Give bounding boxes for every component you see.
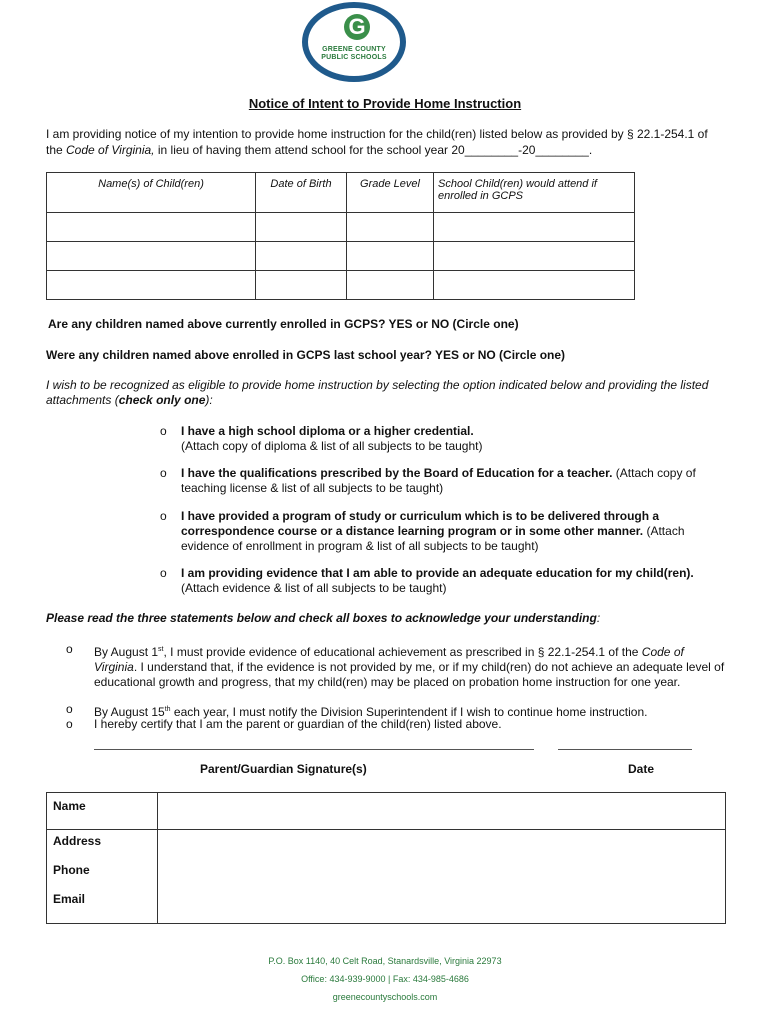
ack-3-text: I hereby certify that I am the parent or guardian of the child(ren) listed above. <box>94 717 502 731</box>
acknowledgement-heading <box>46 611 600 625</box>
email-label: Email <box>47 886 158 924</box>
phone-field[interactable] <box>158 857 726 886</box>
contact-table <box>46 792 726 924</box>
question-enrolled-last-year: Were any children named above enrolled in GCPS last school year? YES or NO (Circle one) <box>46 348 566 362</box>
phone-label: Phone <box>47 857 158 886</box>
acknowledgement-heading-text: Please read the three statements below and check all boxes to acknowledge your understanding <box>46 611 597 625</box>
logo-line-1: GREENE COUNTY <box>322 46 386 53</box>
header-school: School Child(ren) would attend if enrolled in GCPS <box>434 173 635 213</box>
logo-glyph: G <box>344 14 370 40</box>
option-bold: I have provided a program of study or curriculum which is to be delivered through a correspondence course or a distance learning program or in some other manner. <box>181 509 660 538</box>
table-row <box>47 213 635 242</box>
school-cell[interactable] <box>434 213 635 242</box>
option-teacher-qualification[interactable] <box>160 466 730 496</box>
header-child-name: Name(s) of Child(ren) <box>47 173 256 213</box>
option-bold: I am providing evidence that I am able to provide an adequate education for my child(ren). <box>181 566 694 580</box>
option-bullet[interactable]: o <box>160 509 167 523</box>
school-cell[interactable] <box>434 242 635 271</box>
address-label: Address <box>47 830 158 858</box>
intro-text-1: I am providing notice of my intention to provide home instruction for the child(ren) listed below as provided by § 22.1-254.1 of the <box>46 127 708 157</box>
children-table-header <box>47 173 635 213</box>
footer-address: P.O. Box 1140, 40 Celt Road, Stanardsville, Virginia 22973 <box>268 956 502 966</box>
table-row <box>47 886 726 924</box>
name-field[interactable] <box>158 793 726 830</box>
date-line[interactable] <box>558 749 692 750</box>
ack-checkbox[interactable]: o <box>66 642 73 656</box>
table-row <box>47 793 726 830</box>
footer-website[interactable]: greenecountyschools.com <box>332 992 438 1002</box>
option-note: (Attach copy of teaching license & list of all subjects to be taught) <box>181 466 696 495</box>
signature-label: Parent/Guardian Signature(s) <box>200 762 367 776</box>
ack-2-pre: By August 15 <box>94 705 165 719</box>
option-bullet[interactable]: o <box>160 424 167 438</box>
ack-2-post: each year, I must notify the Division Superintendent if I wish to continue home instruction. <box>170 705 648 719</box>
acknowledgement-1[interactable] <box>66 642 726 690</box>
children-table <box>46 172 635 300</box>
option-note: (Attach evidence & list of all subjects to be taught) <box>181 581 447 595</box>
eligibility-text-1: I wish to be recognized as eligible to provide home instruction by selecting the option indicated below and providing the listed attachments ( <box>46 378 709 407</box>
eligibility-emphasis: check only one <box>118 393 206 407</box>
dob-cell[interactable] <box>256 213 347 242</box>
footer-phones: Office: 434-939-9000 | Fax: 434-985-4686 <box>301 974 469 984</box>
option-bullet[interactable]: o <box>160 466 167 480</box>
option-bullet[interactable]: o <box>160 566 167 580</box>
date-label: Date <box>628 762 655 776</box>
option-program-of-study[interactable] <box>160 509 730 554</box>
address-field[interactable] <box>158 830 726 858</box>
ack-1-code: Code of Virginia <box>94 645 684 674</box>
page-title: Notice of Intent to Provide Home Instruction <box>248 96 522 111</box>
grade-cell[interactable] <box>347 242 434 271</box>
option-note: (Attach copy of diploma & list of all subjects to be taught) <box>181 439 483 453</box>
school-cell[interactable] <box>434 271 635 300</box>
acknowledgement-3[interactable] <box>66 717 726 732</box>
ack-1-sup: st <box>158 646 164 653</box>
intro-text-2: in lieu of having them attend school for the school year 20________-20________. <box>154 143 593 157</box>
child-name-cell[interactable] <box>47 271 256 300</box>
option-adequate-education[interactable] <box>160 566 730 596</box>
eligibility-text-2: ): <box>205 393 213 407</box>
logo-line-2: PUBLIC SCHOOLS <box>321 54 387 61</box>
question-currently-enrolled: Are any children named above currently enrolled in GCPS? YES or NO (Circle one) <box>48 317 519 331</box>
ack-checkbox[interactable]: o <box>66 717 73 731</box>
eligibility-statement <box>46 378 726 408</box>
signature-line[interactable] <box>94 749 534 750</box>
child-name-cell[interactable] <box>47 242 256 271</box>
dob-cell[interactable] <box>256 242 347 271</box>
table-row <box>47 271 635 300</box>
intro-paragraph <box>46 126 726 158</box>
ack-1-pre: By August 1 <box>94 645 159 659</box>
ack-1-mid: , I must provide evidence of educational achievement as prescribed in § 22.1-254.1 of the <box>163 645 642 659</box>
table-row <box>47 830 726 858</box>
header-date-of-birth: Date of Birth <box>256 173 347 213</box>
district-logo <box>302 2 406 82</box>
email-field[interactable] <box>158 886 726 924</box>
header-grade-level: Grade Level <box>347 173 434 213</box>
intro-code-ref: Code of Virginia, <box>66 143 155 157</box>
name-label: Name <box>47 793 158 830</box>
option-note: (Attach evidence of enrollment in program & list of all subjects to be taught) <box>181 524 685 553</box>
grade-cell[interactable] <box>347 271 434 300</box>
grade-cell[interactable] <box>347 213 434 242</box>
option-bold: I have a high school diploma or a higher credential. <box>181 424 474 438</box>
table-row <box>47 242 635 271</box>
dob-cell[interactable] <box>256 271 347 300</box>
child-name-cell[interactable] <box>47 213 256 242</box>
option-diploma[interactable] <box>160 424 730 454</box>
ack-2-sup: th <box>164 706 171 713</box>
acknowledgement-heading-colon: : <box>596 611 601 625</box>
ack-checkbox[interactable]: o <box>66 702 73 716</box>
table-row <box>47 857 726 886</box>
option-bold: I have the qualifications prescribed by the Board of Education for a teacher. <box>181 466 613 480</box>
ack-1-post: . I understand that, if the evidence is not provided by me, or if my child(ren) do not achieve an adequate level of educational growth and progress, that my child(ren) may be placed on probation home instruction for one year. <box>94 660 725 689</box>
